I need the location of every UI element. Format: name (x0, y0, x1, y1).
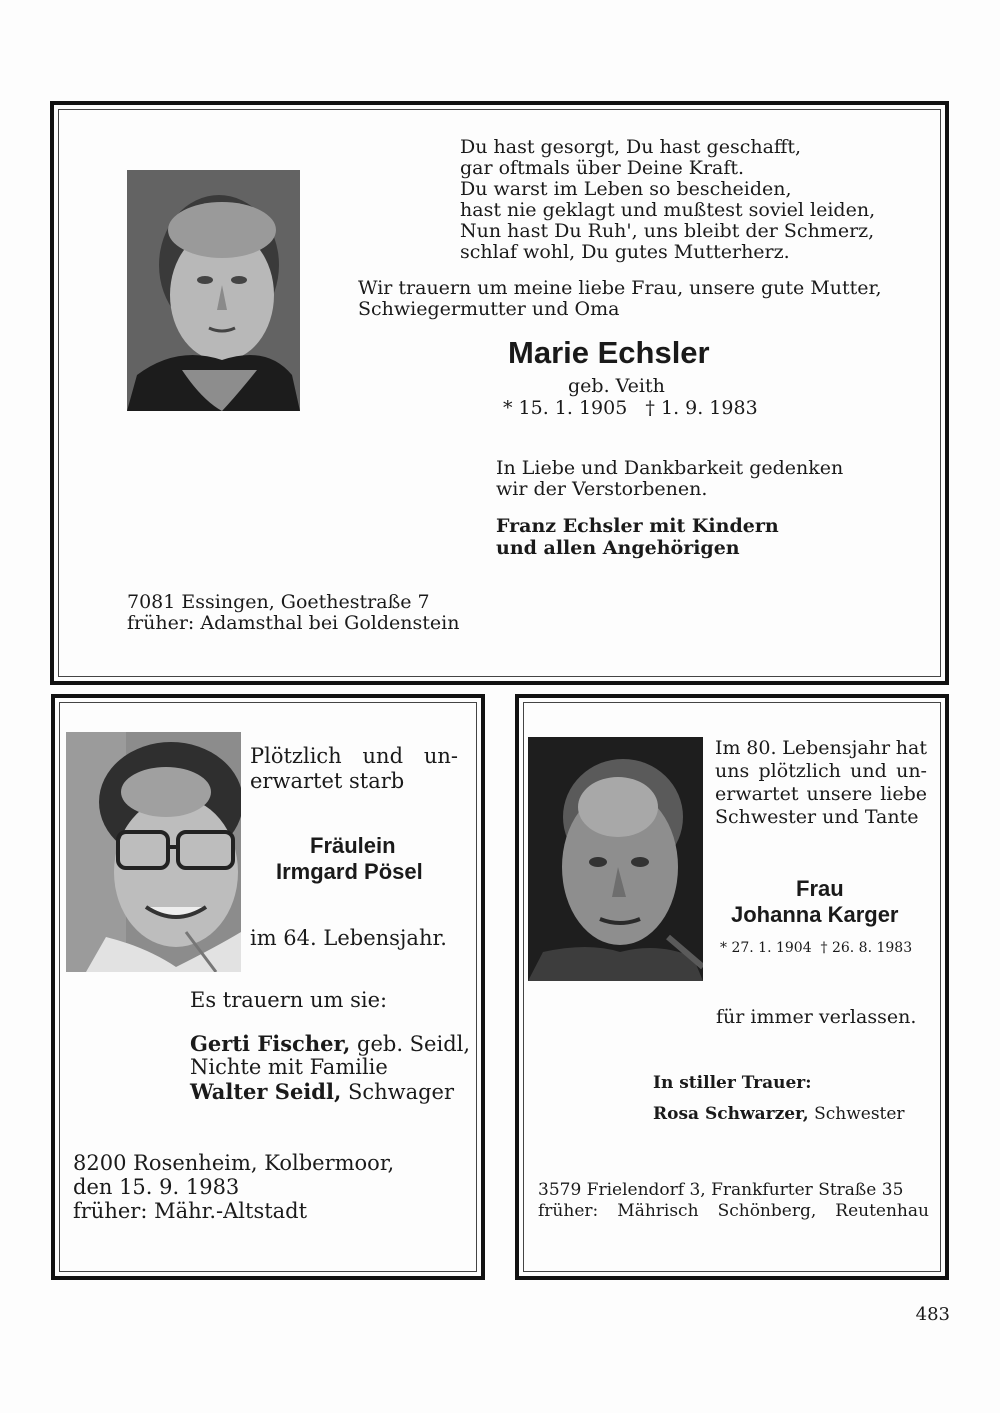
mourner-2-name: Walter Seidl, (190, 1079, 342, 1104)
deceased-name: Marie Echsler (508, 335, 710, 370)
mourner-2-rest: Schwager (341, 1080, 455, 1104)
address-word-2: Mährisch (617, 1201, 699, 1221)
poem-line-5: Nun hast Du Ruh', uns bleibt der Schmerz, (460, 220, 875, 242)
life-dates: * 27. 1. 1904 † 26. 8. 1983 (720, 940, 913, 956)
mourners-line-1: Franz Echsler mit Kindern (496, 515, 779, 537)
mourner-relation: Schwester (808, 1104, 905, 1124)
intro-line-3 (715, 783, 927, 806)
intro-line-2: erwartet starb (250, 769, 405, 793)
intro-line-1 (715, 737, 927, 760)
intro-word-6: plötzlich (758, 760, 841, 782)
poem-line-4: hast nie geklagt und mußtest soviel leiden, (460, 199, 876, 221)
intro-word-10: unsere (806, 783, 873, 805)
intro-word-8: un- (896, 760, 927, 782)
intro-line-1: Wir trauern um meine liebe Frau, unsere gute Mutter, (358, 277, 882, 299)
mourner-2 (190, 1079, 454, 1105)
intro-word-4: hat (895, 737, 927, 759)
address-line-3: früher: Mähr.-Altstadt (73, 1199, 308, 1223)
intro-line-2 (715, 760, 927, 783)
remembrance-line-1: In Liebe und Dankbarkeit gedenken (496, 457, 844, 479)
page-number: 483 (915, 1304, 950, 1325)
poem-line-3: Du warst im Leben so bescheiden, (460, 178, 792, 200)
deceased-name: Johanna Karger (731, 902, 899, 927)
mourner-1-name: Gerti Fischer, (190, 1031, 351, 1056)
address-word-3: Schönberg, (717, 1201, 817, 1221)
address-line-2 (538, 1201, 929, 1222)
mourner-1 (190, 1031, 470, 1057)
intro-line-4: Schwester und Tante (715, 806, 919, 828)
intro-word-11: liebe (880, 783, 927, 805)
intro-word-3: un- (423, 744, 458, 768)
mourn-intro: In stiller Trauer: (653, 1073, 812, 1093)
intro-line-1 (250, 744, 458, 769)
address-word-1: früher: (538, 1201, 599, 1221)
intro-word-1: Plötzlich (250, 744, 342, 768)
intro-line-2: Schwiegermutter und Oma (358, 298, 620, 320)
portrait-photo-marie-echsler (127, 170, 300, 411)
deceased-name: Irmgard Pösel (276, 859, 423, 884)
mourner-line (653, 1104, 905, 1125)
portrait-photo-johanna-karger (528, 737, 703, 981)
deceased-title: Frau (796, 876, 844, 901)
intro-word-2: und (362, 744, 404, 768)
left-line: für immer verlassen. (716, 1006, 917, 1028)
intro-word-5: uns (715, 760, 750, 782)
portrait-photo-irmgard-poesel (66, 732, 241, 972)
intro-word-7: und (850, 760, 887, 782)
mourner-name: Rosa Schwarzer, (653, 1104, 809, 1124)
intro-word-2: 80. (746, 737, 777, 759)
mourner-1-rest: geb. Seidl, (350, 1032, 471, 1056)
poem-line-2: gar oftmals über Deine Kraft. (460, 157, 745, 179)
age-line: im 64. Lebensjahr. (250, 926, 447, 950)
intro-word-3: Lebensjahr (782, 737, 891, 759)
birth-name: geb. Veith (568, 375, 665, 397)
intro-word-1: Im (715, 737, 741, 759)
life-dates: * 15. 1. 1905 † 1. 9. 1983 (503, 397, 758, 419)
address-line-2: den 15. 9. 1983 (73, 1175, 240, 1199)
intro-word-9: erwartet (715, 783, 799, 805)
poem-line-6: schlaf wohl, Du gutes Mutterherz. (460, 241, 790, 263)
address-line-2: früher: Adamsthal bei Goldenstein (127, 612, 460, 634)
poem-line-1: Du hast gesorgt, Du hast geschafft, (460, 136, 802, 158)
remembrance-line-2: wir der Verstorbenen. (496, 478, 708, 500)
mourners-line-2: und allen Angehörigen (496, 537, 740, 559)
address-line-1: 3579 Frielendorf 3, Frankfurter Straße 35 (538, 1180, 904, 1200)
mourner-1-relation: Nichte mit Familie (190, 1055, 388, 1079)
address-word-4: Reutenhau (835, 1201, 929, 1221)
address-line-1: 7081 Essingen, Goethestraße 7 (127, 591, 430, 613)
mourn-intro: Es trauern um sie: (190, 988, 388, 1012)
address-line-1: 8200 Rosenheim, Kolbermoor, (73, 1151, 395, 1175)
deceased-title: Fräulein (310, 833, 396, 858)
